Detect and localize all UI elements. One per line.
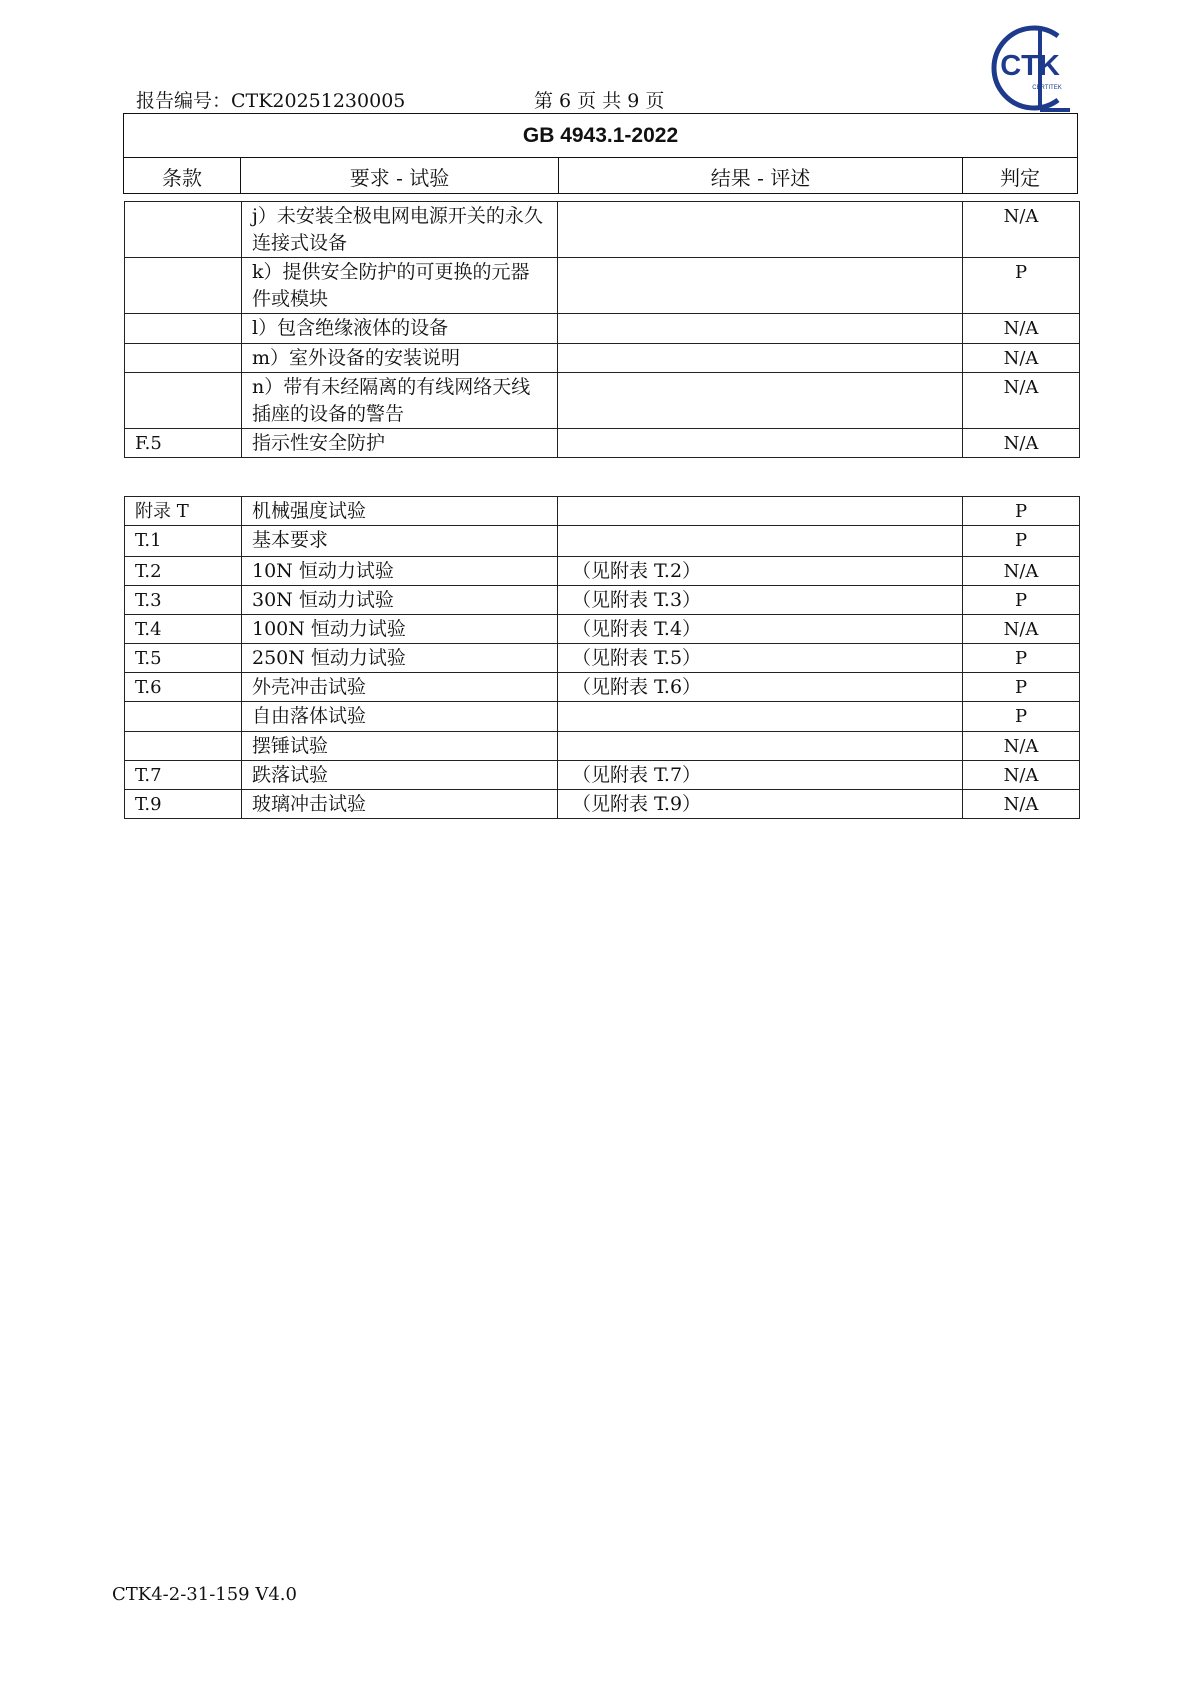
clause-cell: T.1	[125, 526, 242, 557]
table-row	[125, 344, 1080, 373]
requirement-cell: 跌落试验	[242, 761, 558, 790]
form-code: CTK4-2-31-159 V4.0	[112, 1584, 297, 1605]
verdict-cell: P	[963, 644, 1080, 673]
requirement-cell: 30N 恒动力试验	[242, 586, 558, 615]
requirement-cell: n）带有未经隔离的有线网络天线插座的设备的警告	[242, 373, 558, 429]
verdict-cell: N/A	[963, 732, 1080, 761]
requirement-cell: 机械强度试验	[242, 497, 558, 526]
requirement-cell: 玻璃冲击试验	[242, 790, 558, 819]
clause-cell	[125, 258, 242, 314]
result-cell	[558, 314, 963, 344]
verdict-cell: N/A	[963, 761, 1080, 790]
clause-table-f	[124, 201, 1080, 458]
result-cell	[558, 202, 963, 258]
table-row	[125, 258, 1080, 314]
requirement-cell: 250N 恒动力试验	[242, 644, 558, 673]
clause-cell	[125, 202, 242, 258]
verdict-cell: N/A	[963, 202, 1080, 258]
requirement-cell: 摆锤试验	[242, 732, 558, 761]
table-row	[125, 557, 1080, 586]
clause-cell: T.2	[125, 557, 242, 586]
standard-title-box	[123, 113, 1078, 194]
requirement-cell: l）包含绝缘液体的设备	[242, 314, 558, 344]
requirement-cell: 指示性安全防护	[242, 429, 558, 458]
requirement-cell: 外壳冲击试验	[242, 673, 558, 702]
verdict-cell: N/A	[963, 557, 1080, 586]
column-header-result: 结果 - 评述	[559, 158, 963, 194]
clause-cell	[125, 732, 242, 761]
verdict-cell: N/A	[963, 314, 1080, 344]
table-row	[125, 526, 1080, 557]
clause-cell: T.3	[125, 586, 242, 615]
clause-cell	[125, 373, 242, 429]
result-cell: （见附表 T.6）	[558, 673, 963, 702]
standard-title: GB 4943.1-2022	[124, 114, 1077, 158]
ctk-logo	[980, 18, 1080, 118]
table-row	[125, 497, 1080, 526]
table-row	[125, 373, 1080, 429]
table-row	[125, 429, 1080, 458]
table-row	[125, 702, 1080, 732]
result-cell: （见附表 T.2）	[558, 557, 963, 586]
clause-cell: T.6	[125, 673, 242, 702]
result-cell	[558, 497, 963, 526]
result-cell	[558, 344, 963, 373]
verdict-cell: P	[963, 258, 1080, 314]
result-cell	[558, 373, 963, 429]
verdict-cell: P	[963, 586, 1080, 615]
verdict-cell: N/A	[963, 615, 1080, 644]
clause-cell: T.4	[125, 615, 242, 644]
verdict-cell: P	[963, 526, 1080, 557]
table-row	[125, 314, 1080, 344]
result-cell	[558, 258, 963, 314]
table-row	[125, 615, 1080, 644]
result-cell: （见附表 T.4）	[558, 615, 963, 644]
clause-cell: T.5	[125, 644, 242, 673]
clause-cell	[125, 702, 242, 732]
requirement-cell: k）提供安全防护的可更换的元器件或模块	[242, 258, 558, 314]
requirement-cell: m）室外设备的安装说明	[242, 344, 558, 373]
clause-cell	[125, 344, 242, 373]
logo-text: CTK	[1000, 50, 1060, 82]
result-cell	[558, 732, 963, 761]
verdict-cell: P	[963, 702, 1080, 732]
requirement-cell: 10N 恒动力试验	[242, 557, 558, 586]
table-row	[125, 761, 1080, 790]
requirement-cell: 100N 恒动力试验	[242, 615, 558, 644]
report-number: 报告编号：CTK20251230005	[136, 90, 406, 112]
table-row	[125, 673, 1080, 702]
verdict-cell: N/A	[963, 373, 1080, 429]
clause-cell: T.7	[125, 761, 242, 790]
table-row	[125, 732, 1080, 761]
table-row	[125, 790, 1080, 819]
column-header-requirement: 要求 - 试验	[241, 158, 559, 194]
clause-cell	[125, 314, 242, 344]
logo-subtext: CERTITEK	[1032, 85, 1062, 91]
requirement-cell: j）未安装全极电网电源开关的永久连接式设备	[242, 202, 558, 258]
table-row	[125, 586, 1080, 615]
result-cell	[558, 702, 963, 732]
column-header-clause: 条款	[124, 158, 241, 194]
verdict-cell: N/A	[963, 790, 1080, 819]
clause-table-t	[124, 496, 1080, 819]
result-cell: （见附表 T.9）	[558, 790, 963, 819]
result-cell: （见附表 T.3）	[558, 586, 963, 615]
result-cell: （见附表 T.7）	[558, 761, 963, 790]
verdict-cell: N/A	[963, 344, 1080, 373]
verdict-cell: N/A	[963, 429, 1080, 458]
page-info: 第 6 页 共 9 页	[534, 90, 665, 112]
clause-cell: T.9	[125, 790, 242, 819]
verdict-cell: P	[963, 673, 1080, 702]
table-row	[125, 202, 1080, 258]
column-header-verdict: 判定	[1000, 165, 1040, 190]
table-row	[125, 644, 1080, 673]
requirement-cell: 基本要求	[242, 526, 558, 557]
requirement-cell: 自由落体试验	[242, 702, 558, 732]
clause-cell: F.5	[125, 429, 242, 458]
verdict-cell: P	[963, 497, 1080, 526]
result-cell	[558, 429, 963, 458]
clause-cell: 附录 T	[125, 497, 242, 526]
column-header-row	[124, 158, 1077, 194]
result-cell	[558, 526, 963, 557]
result-cell: （见附表 T.5）	[558, 644, 963, 673]
